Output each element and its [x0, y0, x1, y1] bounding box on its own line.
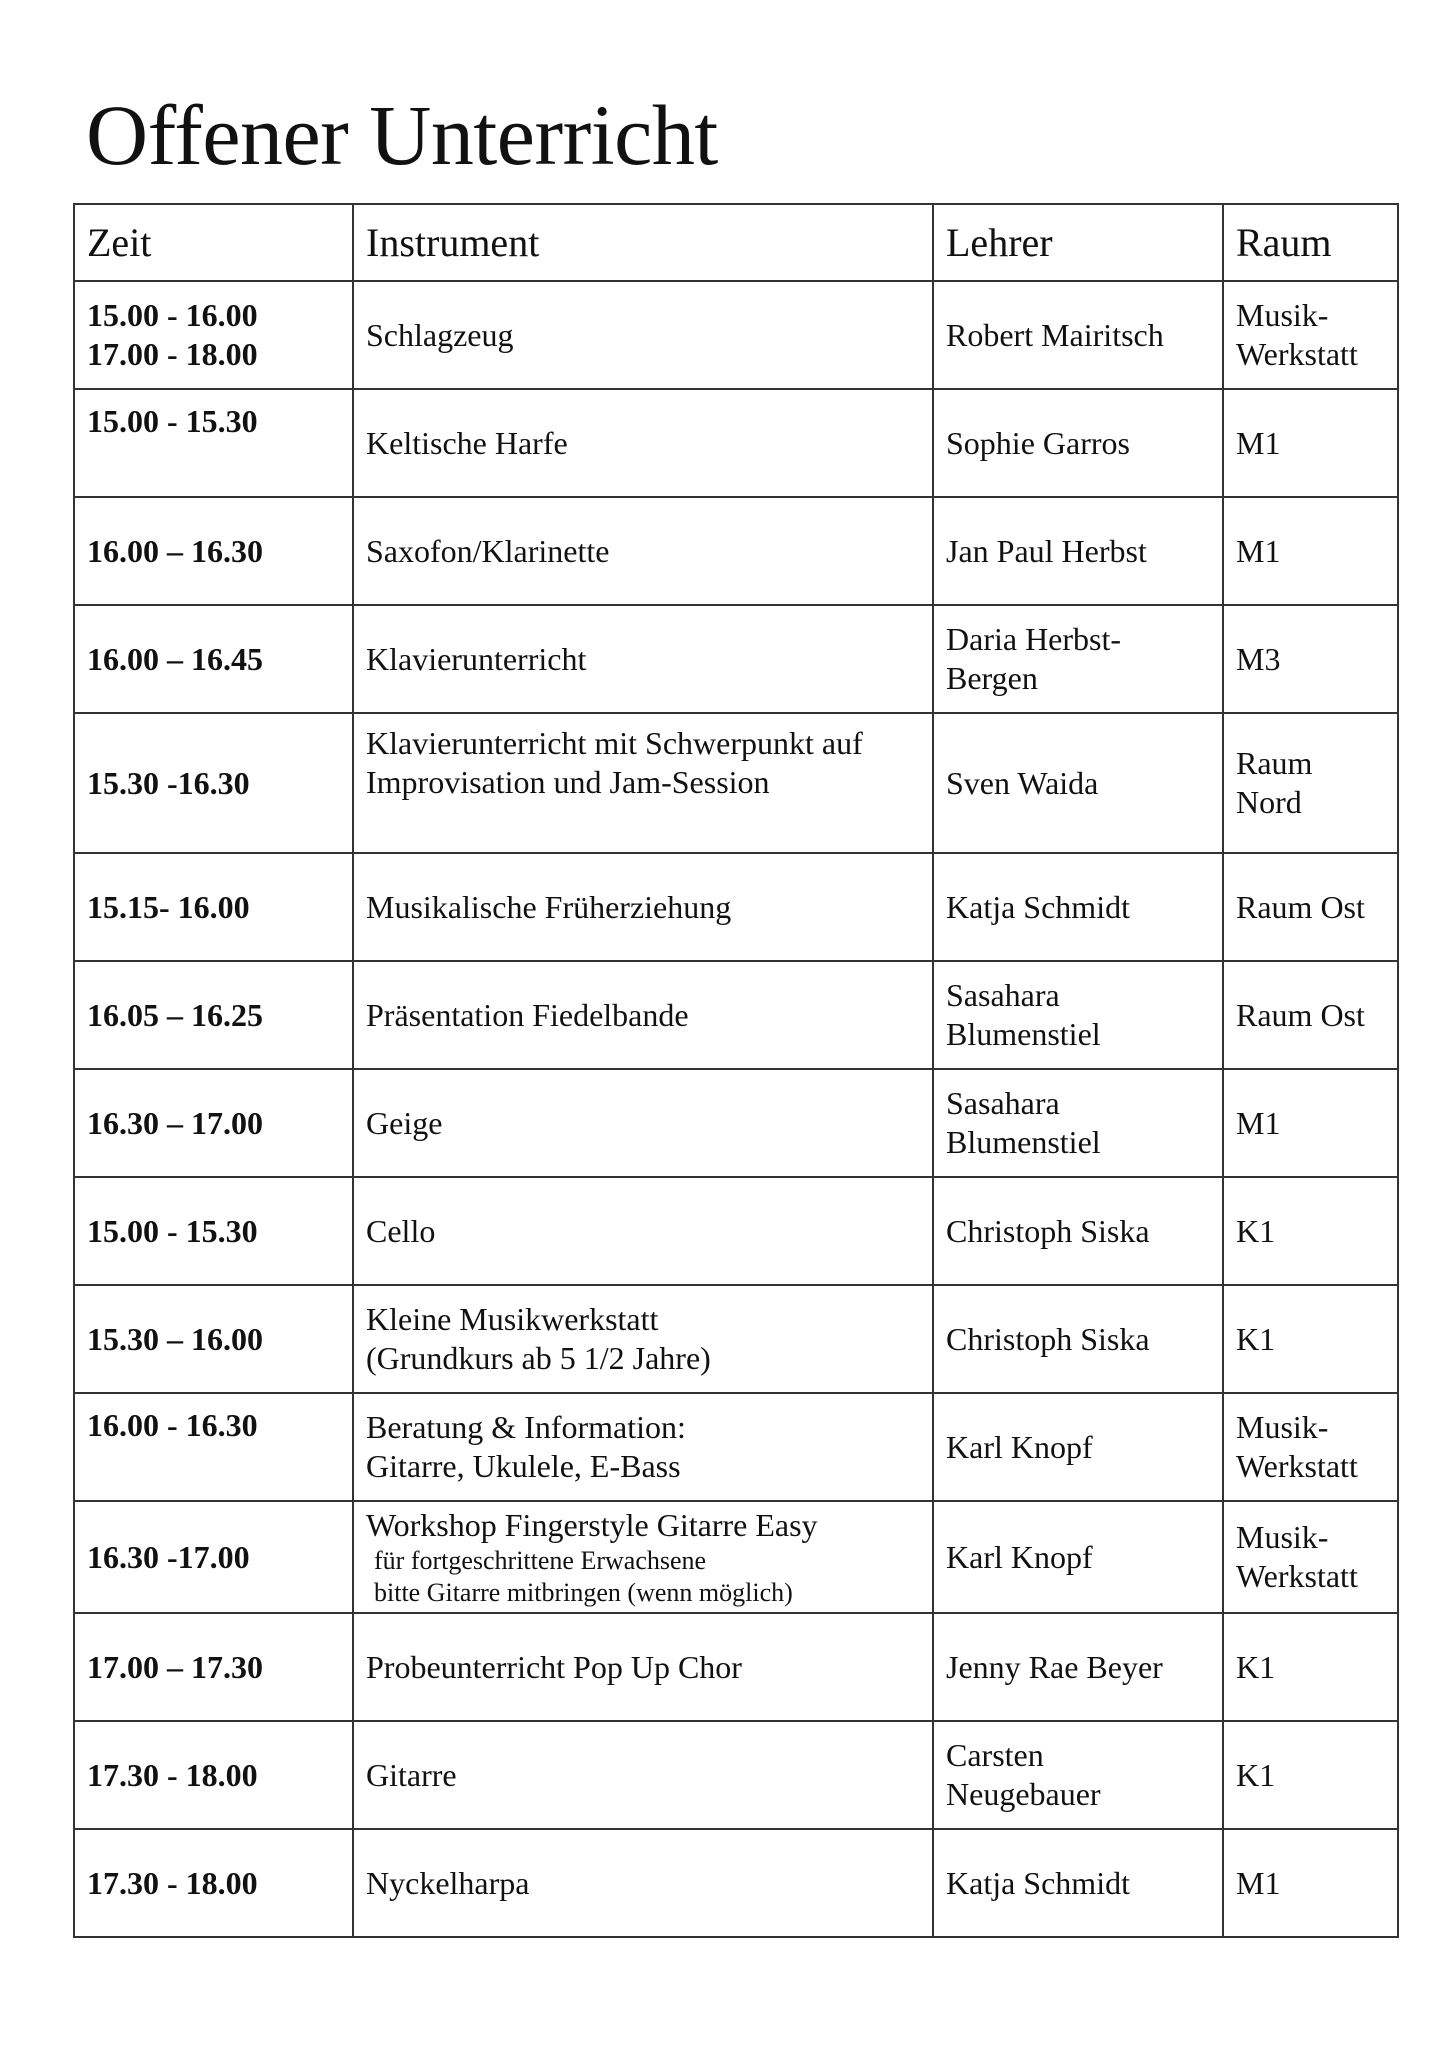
- teacher-cell: [933, 1501, 1223, 1613]
- table-row: [74, 1393, 1398, 1501]
- instrument-line: Nyckelharpa: [366, 1864, 530, 1901]
- room-line: M1: [1236, 532, 1281, 569]
- room-line: Musik-: [1236, 1519, 1329, 1555]
- table-row: [74, 605, 1398, 713]
- instrument-note-line: für fortgeschrittene Erwachsene: [374, 1545, 707, 1575]
- table-row: [74, 281, 1398, 389]
- table-row: [74, 389, 1398, 497]
- room-line: Raum Ost: [1236, 996, 1365, 1033]
- time-line: 16.30 – 17.00: [87, 1104, 263, 1141]
- room-cell: [1223, 1501, 1398, 1613]
- instrument-cell: [353, 1069, 933, 1177]
- room-cell: [1223, 961, 1398, 1069]
- instrument-line: Saxofon/Klarinette: [366, 532, 610, 569]
- time-line: 15.00 - 15.30: [87, 403, 258, 439]
- room-cell: [1223, 713, 1398, 853]
- teacher-cell: [933, 605, 1223, 713]
- instrument-note-line: bitte Gitarre mitbringen (wenn möglich): [374, 1577, 793, 1607]
- teacher-cell: [933, 1829, 1223, 1937]
- instrument-line: (Grundkurs ab 5 1/2 Jahre): [366, 1340, 711, 1376]
- table-row: [74, 497, 1398, 605]
- instrument-line: Musikalische Früherziehung: [366, 888, 732, 925]
- instrument-cell: [353, 1613, 933, 1721]
- room-line: K1: [1236, 1648, 1276, 1685]
- time-line: 16.30 -17.00: [87, 1538, 250, 1575]
- time-line: 15.00 - 16.00: [87, 297, 258, 333]
- column-header-time: Zeit: [74, 204, 353, 281]
- teacher-cell: [933, 1177, 1223, 1285]
- instrument-line: Klavierunterricht mit Schwerpunkt auf: [366, 725, 863, 761]
- teacher-line: Sophie Garros: [946, 424, 1130, 461]
- time-cell: [74, 1393, 353, 1501]
- table-row: [74, 1501, 1398, 1613]
- teacher-cell: [933, 389, 1223, 497]
- room-line: Musik-: [1236, 297, 1329, 333]
- time-cell: [74, 497, 353, 605]
- time-cell: [74, 1285, 353, 1393]
- time-cell: [74, 1829, 353, 1937]
- room-cell: [1223, 1393, 1398, 1501]
- column-header-room: Raum: [1223, 204, 1398, 281]
- column-header-teacher: Lehrer: [933, 204, 1223, 281]
- instrument-line: Cello: [366, 1212, 436, 1249]
- instrument-line: Probeunterricht Pop Up Chor: [366, 1648, 742, 1685]
- teacher-line: Blumenstiel: [946, 1016, 1101, 1052]
- room-cell: [1223, 497, 1398, 605]
- table-row: [74, 853, 1398, 961]
- room-cell: [1223, 281, 1398, 389]
- room-cell: [1223, 853, 1398, 961]
- instrument-line: Gitarre: [366, 1756, 457, 1793]
- instrument-line: Gitarre, Ukulele, E-Bass: [366, 1448, 681, 1484]
- teacher-line: Karl Knopf: [946, 1538, 1093, 1575]
- room-cell: [1223, 1285, 1398, 1393]
- teacher-line: Daria Herbst-: [946, 621, 1122, 657]
- time-cell: [74, 961, 353, 1069]
- instrument-line: Workshop Fingerstyle Gitarre Easy: [366, 1506, 818, 1543]
- table-row: [74, 713, 1398, 853]
- instrument-line: Geige: [366, 1104, 443, 1141]
- teacher-line: Sasahara: [946, 1085, 1060, 1121]
- room-line: M1: [1236, 1864, 1281, 1901]
- room-line: Nord: [1236, 784, 1302, 820]
- time-cell: [74, 1069, 353, 1177]
- teacher-line: Karl Knopf: [946, 1428, 1093, 1465]
- instrument-cell: [353, 713, 933, 853]
- time-line: 17.30 - 18.00: [87, 1864, 258, 1901]
- time-line: 16.00 - 16.30: [87, 1407, 258, 1443]
- teacher-cell: [933, 1393, 1223, 1501]
- table-header-row: [74, 204, 1398, 281]
- table-row: [74, 961, 1398, 1069]
- teacher-line: Christoph Siska: [946, 1320, 1150, 1357]
- teacher-line: Sasahara: [946, 977, 1060, 1013]
- table-row: [74, 1285, 1398, 1393]
- time-cell: [74, 1501, 353, 1613]
- teacher-line: Robert Mairitsch: [946, 316, 1164, 353]
- time-cell: [74, 605, 353, 713]
- room-cell: [1223, 1613, 1398, 1721]
- instrument-cell: [353, 1829, 933, 1937]
- page-title: Offener Unterricht: [86, 87, 718, 183]
- room-line: K1: [1236, 1756, 1276, 1793]
- room-line: Werkstatt: [1236, 1558, 1358, 1594]
- time-cell: [74, 1721, 353, 1829]
- instrument-cell: [353, 497, 933, 605]
- time-line: 15.30 -16.30: [87, 764, 250, 801]
- instrument-line: Schlagzeug: [366, 316, 514, 353]
- teacher-cell: [933, 497, 1223, 605]
- time-line: 17.00 - 18.00: [87, 336, 258, 372]
- time-cell: [74, 713, 353, 853]
- teacher-cell: [933, 281, 1223, 389]
- room-line: M1: [1236, 424, 1281, 461]
- room-line: K1: [1236, 1212, 1276, 1249]
- table-row: [74, 1829, 1398, 1937]
- instrument-cell: [353, 853, 933, 961]
- instrument-cell: [353, 1393, 933, 1501]
- time-cell: [74, 281, 353, 389]
- time-cell: [74, 853, 353, 961]
- teacher-line: Neugebauer: [946, 1776, 1101, 1812]
- time-line: 17.00 – 17.30: [87, 1648, 263, 1685]
- room-line: Raum Ost: [1236, 888, 1365, 925]
- instrument-line: Kleine Musikwerkstatt: [366, 1301, 659, 1337]
- teacher-cell: [933, 1721, 1223, 1829]
- instrument-line: Improvisation und Jam-Session: [366, 764, 770, 800]
- teacher-line: Blumenstiel: [946, 1124, 1101, 1160]
- schedule-table: [73, 203, 1399, 1938]
- instrument-cell: [353, 1721, 933, 1829]
- teacher-cell: [933, 713, 1223, 853]
- room-cell: [1223, 1177, 1398, 1285]
- room-cell: [1223, 1721, 1398, 1829]
- instrument-line: Klavierunterricht: [366, 640, 587, 677]
- teacher-line: Jan Paul Herbst: [946, 532, 1147, 569]
- time-line: 16.05 – 16.25: [87, 996, 263, 1033]
- room-line: Musik-: [1236, 1409, 1329, 1445]
- instrument-cell: [353, 281, 933, 389]
- teacher-line: Katja Schmidt: [946, 888, 1130, 925]
- instrument-cell: [353, 1177, 933, 1285]
- teacher-line: Carsten: [946, 1737, 1044, 1773]
- instrument-line: Beratung & Information:: [366, 1409, 686, 1445]
- time-line: 15.30 – 16.00: [87, 1320, 263, 1357]
- instrument-cell: [353, 389, 933, 497]
- table-row: [74, 1613, 1398, 1721]
- time-line: 16.00 – 16.30: [87, 532, 263, 569]
- column-header-instrument: Instrument: [353, 204, 933, 281]
- teacher-cell: [933, 1613, 1223, 1721]
- teacher-cell: [933, 1285, 1223, 1393]
- instrument-line: Präsentation Fiedelbande: [366, 996, 689, 1033]
- time-line: 15.15- 16.00: [87, 888, 250, 925]
- instrument-line: Keltische Harfe: [366, 424, 568, 461]
- room-cell: [1223, 1829, 1398, 1937]
- instrument-cell: [353, 1285, 933, 1393]
- time-cell: [74, 1177, 353, 1285]
- room-line: K1: [1236, 1320, 1276, 1357]
- instrument-cell: [353, 961, 933, 1069]
- time-cell: [74, 389, 353, 497]
- room-line: Werkstatt: [1236, 1448, 1358, 1484]
- teacher-cell: [933, 1069, 1223, 1177]
- room-cell: [1223, 389, 1398, 497]
- teacher-cell: [933, 961, 1223, 1069]
- room-line: M1: [1236, 1104, 1281, 1141]
- time-cell: [74, 1613, 353, 1721]
- teacher-line: Jenny Rae Beyer: [946, 1648, 1163, 1685]
- teacher-line: Bergen: [946, 660, 1038, 696]
- table-row: [74, 1069, 1398, 1177]
- teacher-cell: [933, 853, 1223, 961]
- teacher-line: Christoph Siska: [946, 1212, 1150, 1249]
- table-row: [74, 1177, 1398, 1285]
- teacher-line: Sven Waida: [946, 764, 1099, 801]
- instrument-cell: [353, 1501, 933, 1613]
- time-line: 15.00 - 15.30: [87, 1212, 258, 1249]
- teacher-line: Katja Schmidt: [946, 1864, 1130, 1901]
- room-cell: [1223, 1069, 1398, 1177]
- room-line: M3: [1236, 640, 1281, 677]
- table-row: [74, 1721, 1398, 1829]
- room-line: Werkstatt: [1236, 336, 1358, 372]
- room-line: Raum: [1236, 745, 1313, 781]
- time-line: 17.30 - 18.00: [87, 1756, 258, 1793]
- time-line: 16.00 – 16.45: [87, 640, 263, 677]
- instrument-cell: [353, 605, 933, 713]
- room-cell: [1223, 605, 1398, 713]
